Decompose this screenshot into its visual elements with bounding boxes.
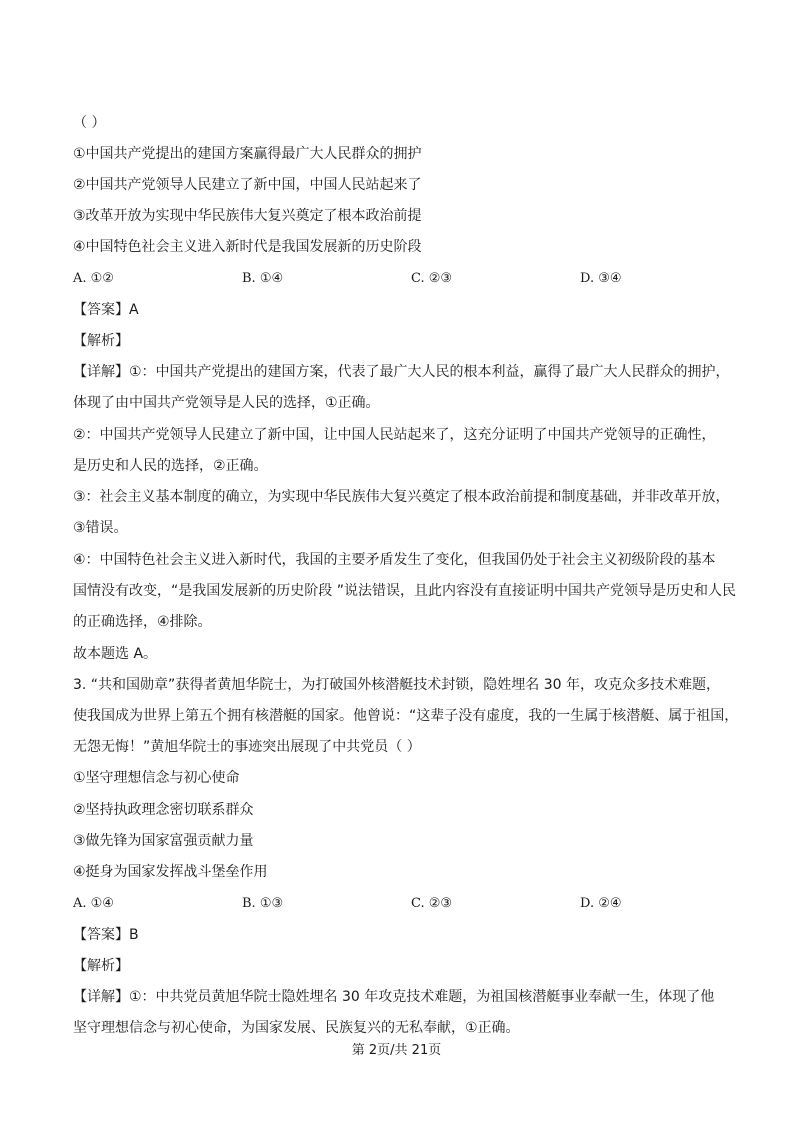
choice-statement-3: ③做先锋为国家富强贡献力量: [73, 833, 254, 849]
option-d: D. ②④: [580, 896, 622, 911]
detail-line: 是历史和人民的选择，②正确。: [73, 458, 268, 474]
detail-line: 【详解】①：中共党员黄旭华院士隐姓埋名 30 年攻克技术难题，为祖国核潜艇事业奉献一生，体现了他: [73, 989, 715, 1005]
conclusion-line: 故本题选 A。: [73, 646, 158, 662]
detail-line: 体现了由中国共产党领导是人民的选择，①正确。: [73, 395, 380, 411]
choice-statement-1: ①坚守理想信念与初心使命: [73, 770, 240, 786]
detail-line: ④：中国特色社会主义进入新时代，我国的主要矛盾发生了变化，但我国仍处于社会主义初级阶段的基本: [73, 552, 716, 568]
detail-line: 【详解】①：中国共产党提出的建国方案，代表了最广大人民的根本利益，赢得了最广大人民群众的拥护，: [73, 364, 730, 380]
question-3-stem: 3. “共和国勋章”获得者黄旭华院士，为打破国外核潜艇技术封锁，隐姓埋名 30 年，攻克众多技术难题，: [73, 677, 721, 693]
choice-statement-2: ②中国共产党领导人民建立了新中国，中国人民站起来了: [73, 177, 422, 193]
choice-statement-2: ②坚持执政理念密切联系群众: [73, 802, 254, 818]
choice-statement-4: ④中国特色社会主义进入新时代是我国发展新的历史阶段: [73, 239, 422, 255]
option-c: C. ②③: [411, 896, 453, 911]
detail-line: ③错误。: [73, 520, 128, 536]
option-b: B. ①③: [242, 896, 284, 911]
option-a: A. ①②: [73, 271, 114, 286]
option-b: B. ①④: [242, 271, 284, 286]
option-d: D. ③④: [580, 271, 622, 286]
analysis-label: 【解析】: [73, 333, 129, 349]
detail-line: ②：中国共产党领导人民建立了新中国，让中国人民站起来了，这充分证明了中国共产党领导的正确性，: [73, 427, 716, 443]
option-c: C. ②③: [411, 271, 453, 286]
choice-statement-3: ③改革开放为实现中华民族伟大复兴奠定了根本政治前提: [73, 208, 422, 224]
analysis-label: 【解析】: [73, 958, 129, 974]
choice-statement-4: ④挺身为国家发挥战斗堡垒作用: [73, 864, 268, 880]
answer-label: 【答案】A: [73, 302, 139, 318]
choice-statement-1: ①中国共产党提出的建国方案赢得最广大人民群众的拥护: [73, 146, 422, 162]
detail-line: 坚守理想信念与初心使命，为国家发展、民族复兴的无私奉献，①正确。: [73, 1020, 520, 1036]
detail-line: 的正确选择，④排除。: [73, 614, 212, 630]
page-footer: 第 2页/共 21页: [351, 1043, 442, 1058]
question-parentheses: （ ）: [73, 115, 106, 131]
question-3-stem: 无怨无悔！”黄旭华院士的事迹突出展现了中共党员（ ）: [73, 739, 421, 755]
option-a: A. ①④: [73, 896, 114, 911]
question-3-stem: 使我国成为世界上第五个拥有核潜艇的国家。他曾说：“这辈子没有虚度，我的一生属于核潜艇、属于祖国，: [73, 708, 739, 724]
detail-line: 国情没有改变，“是我国发展新的历史阶段 ”说法错误，且此内容没有直接证明中国共产党领导是历史和人民: [73, 583, 736, 599]
answer-label: 【答案】B: [73, 927, 139, 943]
detail-line: ③：社会主义基本制度的确立，为实现中华民族伟大复兴奠定了根本政治前提和制度基础，并非改革开放，: [73, 489, 730, 505]
